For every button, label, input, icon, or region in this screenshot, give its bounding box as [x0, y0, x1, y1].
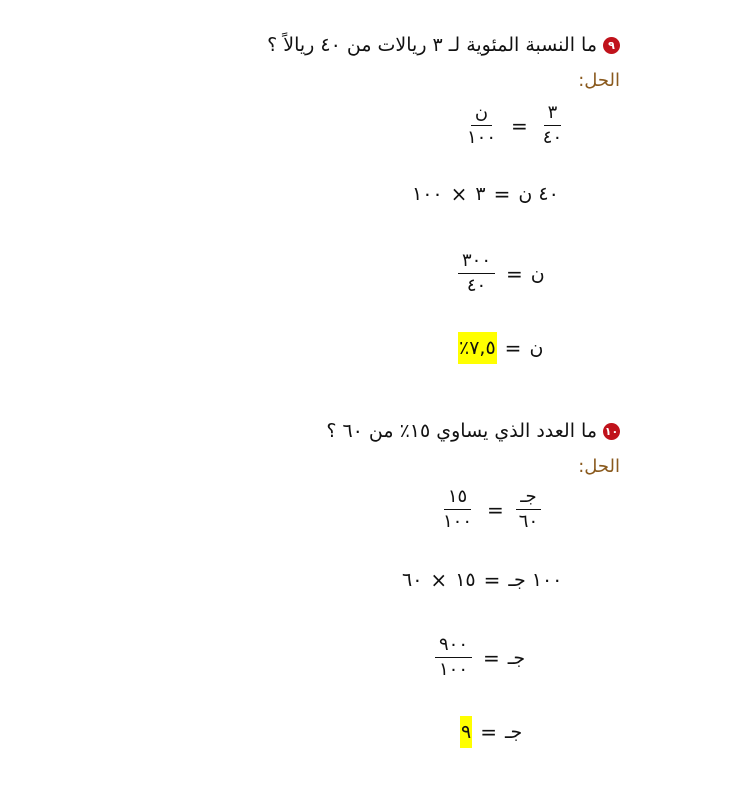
highlighted-answer: ٧,٥٪ — [458, 332, 497, 364]
question-text: ما النسبة المئوية لـ ٣ ريالات من ٤٠ ريالاً ؟ — [267, 34, 597, 56]
equation-result: ن = ٧,٥٪ — [458, 332, 543, 364]
highlighted-answer: ٩ — [460, 716, 472, 748]
fraction-right: $\frac{\text{ن}}{١٠٠}$ — [467, 102, 497, 148]
question-9 — [267, 34, 620, 56]
equation-result: جـ = ٩ — [460, 716, 522, 748]
equation-proportion: $\frac{٣}{٤٠}$ = $\frac{\text{ن}}{١٠٠}$ — [460, 104, 569, 147]
question-number-badge: ٩ — [603, 37, 620, 54]
fraction-left: $\frac{٣}{٤٠}$ — [542, 102, 563, 148]
question-number-badge: ١٠ — [604, 424, 619, 438]
equation-divide: جـ = $\frac{٩٠٠}{١٠٠}$ — [432, 636, 525, 679]
equation-divide: ن = $\frac{٣٠٠}{٤٠}$ — [455, 252, 545, 295]
fraction-right: $\frac{١٥}{١٠٠}$ — [443, 486, 473, 532]
equation-cross-multiply: ١٠٠ جـ = ١٥ × ٦٠ — [402, 568, 563, 592]
solution-label: الحل: — [578, 456, 620, 477]
question-10 — [326, 420, 620, 442]
solution-label: الحل: — [578, 70, 620, 91]
fraction: $\frac{٣٠٠}{٤٠}$ — [458, 252, 495, 295]
fraction: $\frac{٩٠٠}{١٠٠}$ — [435, 636, 472, 679]
equation-cross-multiply: ٤٠ ن = ٣ × ١٠٠ — [412, 182, 559, 206]
equation-proportion: $\frac{\text{جـ}}{٦٠}$ = $\frac{١٥}{١٠٠}$ — [436, 488, 545, 531]
fraction-left: $\frac{\text{جـ}}{٦٠}$ — [515, 488, 542, 531]
question-text: ما العدد الذي يساوي ١٥٪ من ٦٠ ؟ — [326, 420, 597, 442]
